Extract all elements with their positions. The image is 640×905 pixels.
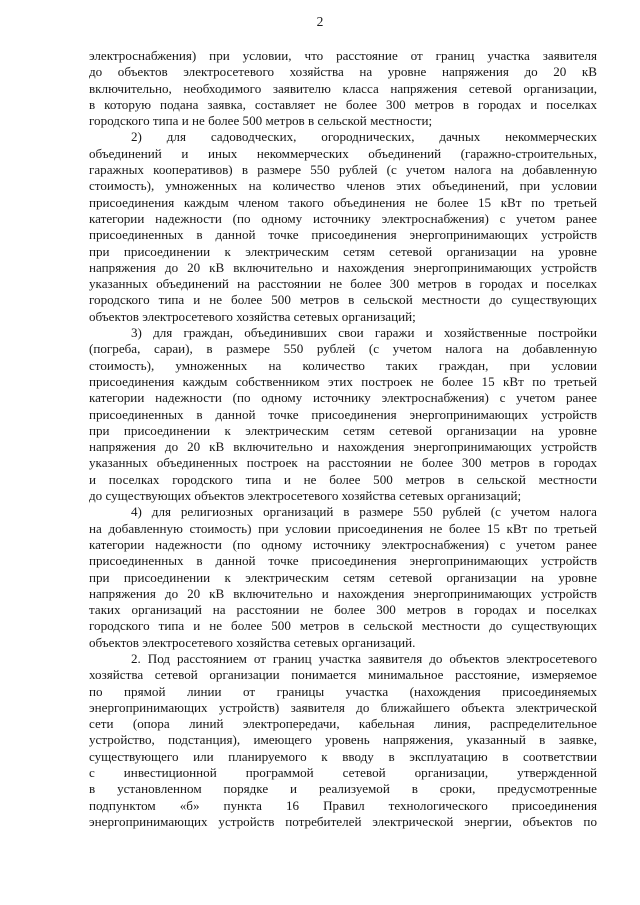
text-line: в которую подана заявка, составляет не более 300 метров в городах и поселках — [89, 96, 597, 112]
text-line: с инвестиционной программой сетевой организации, утвержденной — [89, 765, 597, 781]
page-number: 2 — [316, 14, 324, 29]
text-line: таких организаций на расстоянии не более 300 метров в городах и поселках — [89, 602, 597, 618]
text-line: присоединения каждым собственником этих построек не более 15 кВт по третьей — [89, 373, 597, 389]
text-line: сети (опора линий электропередачи, кабельная линия, распределительное — [89, 716, 597, 732]
text-line: городского типа и не более 500 метров в сельской местности до существующих — [89, 292, 597, 308]
text-line: 2. Под расстоянием от границ участка заявителя до объектов электросетевого — [131, 650, 597, 666]
text-line: присоединенных в данной точке присоединения энергопринимающих устройств — [89, 406, 597, 422]
text-line: подпунктом «б» пункта 16 Правил технологического присоединения — [89, 797, 597, 813]
text-line: категории надежности (по одному источнику электроснабжения) с учетом ранее — [89, 210, 597, 226]
text-line: при присоединении к электрическим сетям сетевой организации на уровне — [89, 422, 597, 438]
text-line: и поселках городского типа и не более 500 метров в сельской местности — [89, 471, 597, 487]
text-line: категории надежности (по одному источнику электроснабжения) с учетом ранее — [89, 390, 597, 406]
text-line: электроснабжения) при условии, что расстояние от границ участка заявителя — [89, 48, 597, 63]
text-line: устройство, подстанция), имеющего уровень напряжения, указанный в заявке, — [89, 732, 597, 748]
text-line: объектов электросетевого хозяйства сетевых организаций; — [89, 308, 416, 324]
text-line: городского типа и не более 500 метров в сельской местности; — [89, 113, 433, 129]
text-line: присоединения каждым членом такого объединения не более 15 кВт по третьей — [89, 194, 597, 210]
text-line: включительно, необходимого заявителю класса напряжения сетевой организации, — [89, 80, 597, 96]
text-line: в установленном порядке и реализуемой в сроки, предусмотренные — [89, 781, 597, 797]
text-line: напряжения до 20 кВ включительно и нахождения энергопринимающих устройств — [89, 439, 597, 455]
text-line: существующего или планируемого к вводу в эксплуатацию в соответствии — [89, 748, 597, 764]
text-line: при присоединении к электрическим сетям сетевой организации на уровне — [89, 569, 597, 585]
text-line: присоединенных в данной точке присоединения энергопринимающих устройств — [89, 227, 597, 243]
text-line: городского типа и не более 500 метров в сельской местности до существующих — [89, 618, 597, 634]
text-line: хозяйства сетевой организации понимается минимальное расстояние, измеряемое — [89, 667, 597, 683]
text-line: напряжения до 20 кВ включительно и нахождения энергопринимающих устройств — [89, 585, 597, 601]
text-line: энергопринимающих устройств потребителей электрической энергии, объектов по — [89, 813, 597, 829]
text-line: 2) для садоводческих, огороднических, дачных некоммерческих — [131, 129, 597, 145]
text-line: категории надежности (по одному источнику электроснабжения) с учетом ранее — [89, 536, 597, 552]
text-line: стоимость), умноженных на количество таких граждан, при условии — [89, 357, 597, 373]
body-text — [89, 48, 597, 830]
text-line: (погреба, сараи), в размере 550 рублей (с учетом налога на добавленную — [89, 341, 597, 357]
text-line: энергопринимающих устройств) заявителя до ближайшего объекта электрической — [89, 699, 597, 715]
text-line: на добавленную стоимость) при условии присоединения не более 15 кВт по третьей — [89, 520, 597, 536]
text-line: 3) для граждан, объединивших свои гаражи и хозяйственные постройки — [131, 325, 597, 341]
text-line: объектов электросетевого хозяйства сетевых организаций. — [89, 634, 416, 650]
text-line: до объектов электросетевого хозяйства на уровне напряжения до 20 кВ — [89, 64, 597, 80]
text-line: указанных объединенных построек на расстоянии не более 300 метров в городах — [89, 455, 597, 471]
text-line: присоединенных в данной точке присоединения энергопринимающих устройств — [89, 553, 597, 569]
text-line: 4) для религиозных организаций в размере 550 рублей (с учетом налога — [131, 504, 597, 520]
text-line: объединений и иных некоммерческих объединений (гаражно-строительных, — [89, 145, 597, 161]
text-line: при присоединении к электрическим сетям сетевой организации на уровне — [89, 243, 597, 259]
text-line: до существующих объектов электросетевого хозяйства сетевых организаций; — [89, 488, 522, 504]
text-line: стоимость), умноженных на количество членов этих объединений, при условии — [89, 178, 597, 194]
text-line: по прямой линии от границы участка (нахождения присоединяемых — [89, 683, 597, 699]
text-line: гаражных кооперативов) в размере 550 рублей (с учетом налога на добавленную — [89, 162, 597, 178]
text-line: напряжения до 20 кВ включительно и нахождения энергопринимающих устройств — [89, 259, 597, 275]
text-line: указанных объединений на расстоянии не более 300 метров в городах и поселках — [89, 276, 597, 292]
